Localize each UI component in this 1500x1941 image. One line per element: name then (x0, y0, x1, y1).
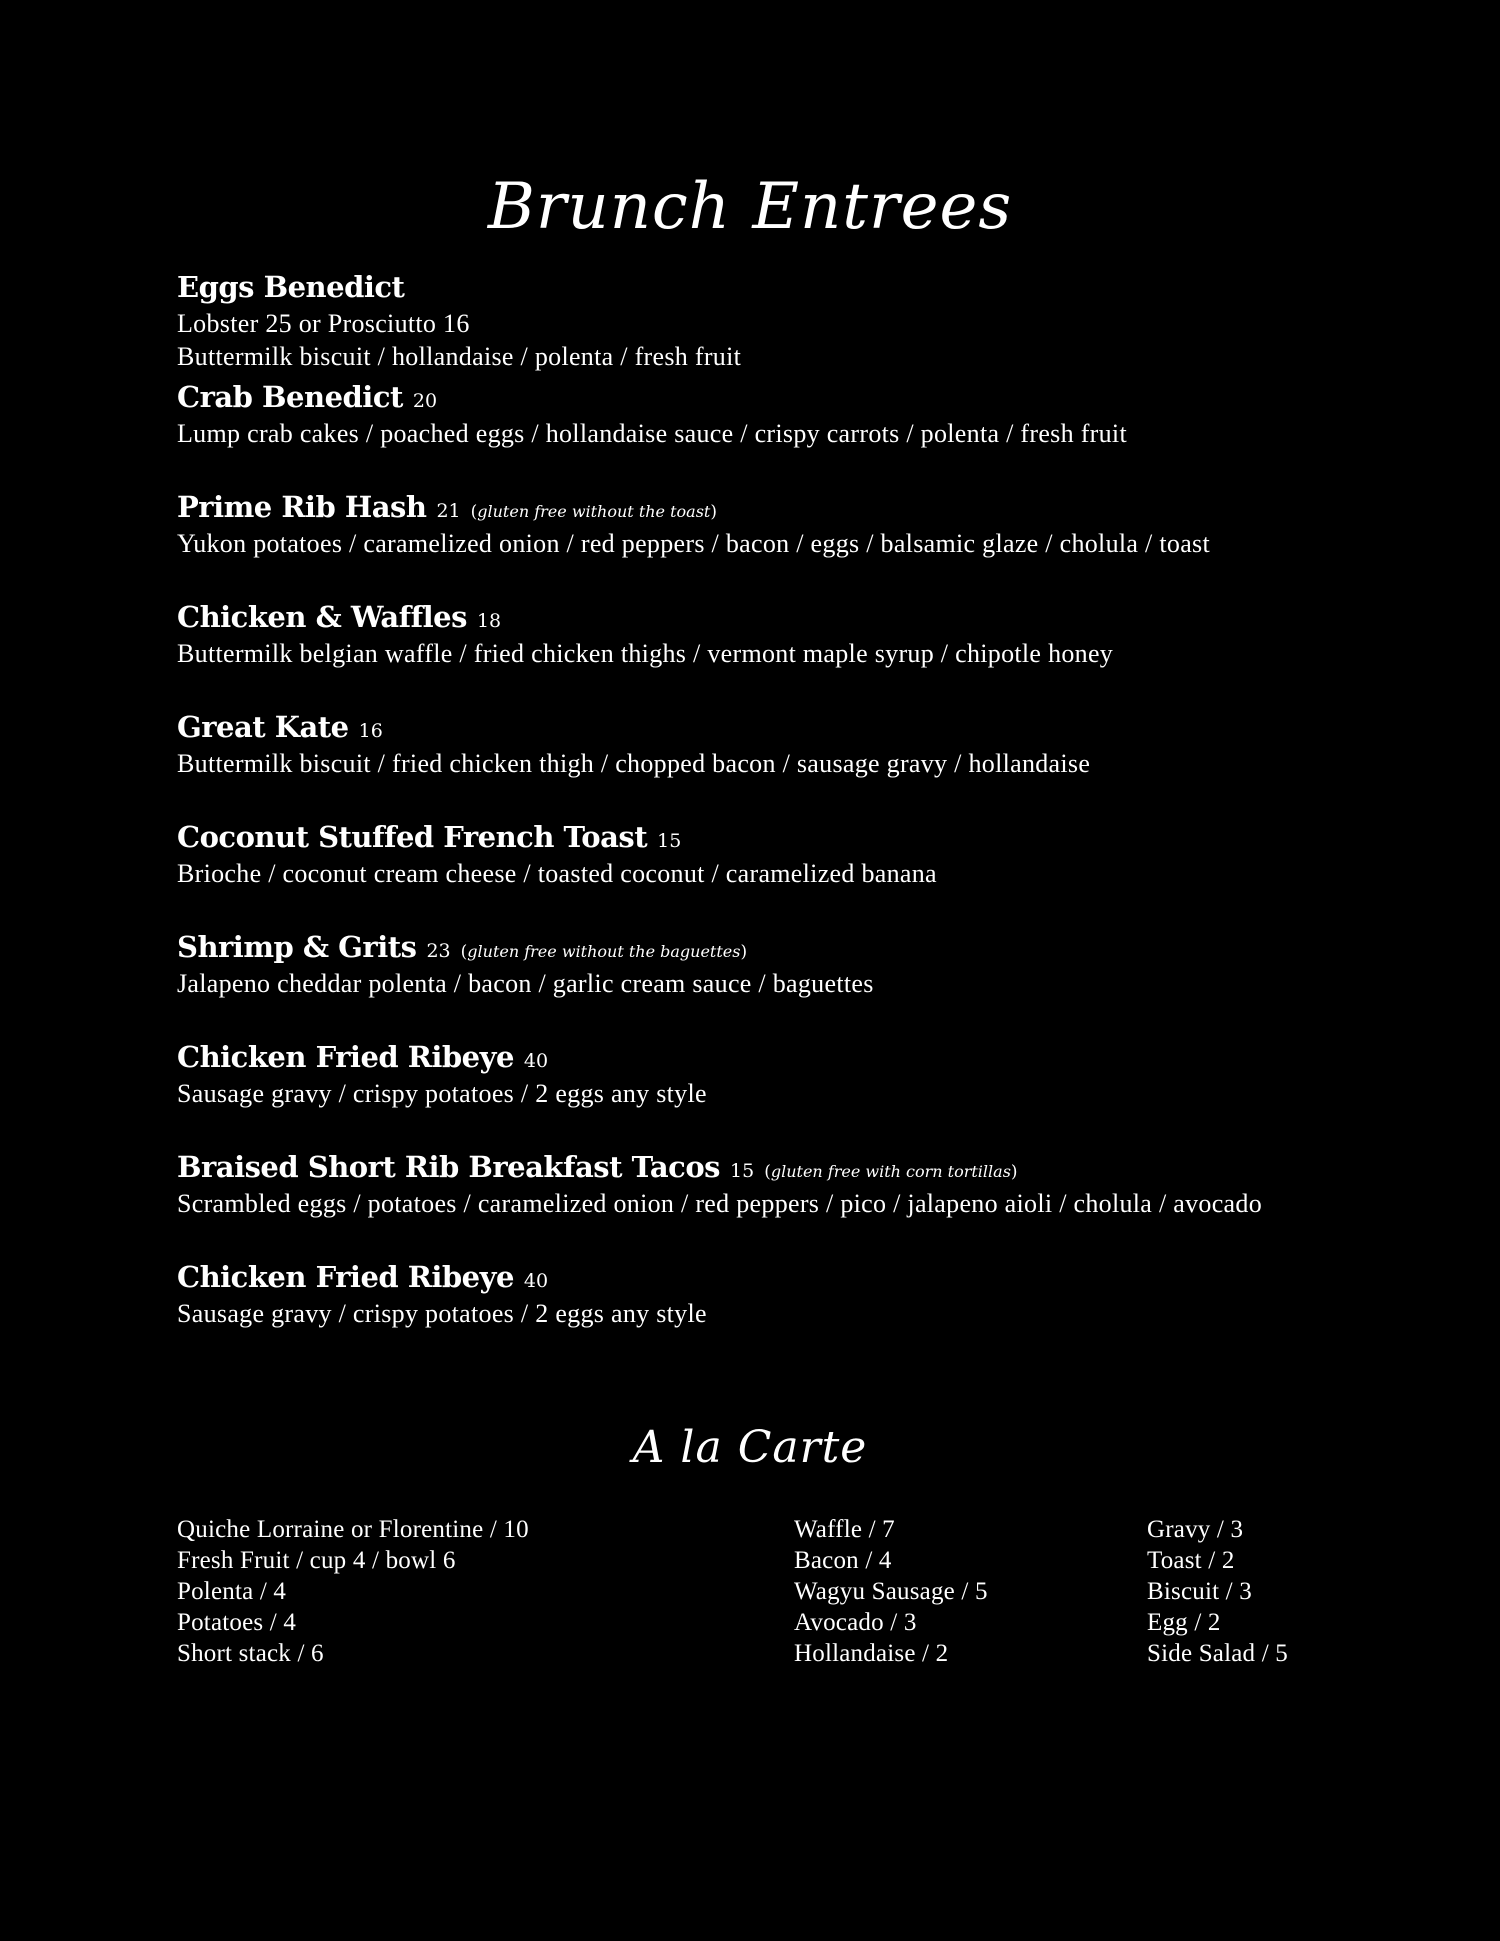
alacarte-item: Short stack / 6 (177, 1640, 324, 1667)
menu-item (177, 1258, 1467, 1368)
alacarte-item: Bacon / 4 (794, 1547, 892, 1574)
alacarte-item: Toast / 2 (1147, 1547, 1235, 1574)
alacarte-column-1 (177, 1514, 529, 1669)
alacarte-column-2 (794, 1514, 988, 1669)
menu-item-header (177, 378, 1467, 417)
menu-item-name: Eggs Benedict (177, 270, 405, 304)
menu-item-price: 15 (657, 830, 682, 852)
menu-item-description: Brioche / coconut cream cheese / toasted coconut / caramelized banana (177, 859, 937, 888)
menu-item-description: Buttermilk belgian waffle / fried chicken thighs / vermont maple syrup / chipotle honey (177, 639, 1114, 668)
menu-item-header (177, 1258, 1467, 1297)
menu-item-description: Lump crab cakes / poached eggs / hollandaise sauce / crispy carrots / polenta / fresh fruit (177, 419, 1127, 448)
alacarte-item: Waffle / 7 (794, 1516, 895, 1543)
menu-item-header (177, 488, 1467, 527)
menu-item-description: Buttermilk biscuit / hollandaise / polenta / fresh fruit (177, 342, 742, 371)
menu-item-description: Scrambled eggs / potatoes / caramelized onion / red peppers / pico / jalapeno aioli / cholula / avocado (177, 1189, 1262, 1218)
menu-item-name: Chicken Fried Ribeye (177, 1040, 514, 1074)
alacarte-item: Egg / 2 (1147, 1609, 1221, 1636)
menu-item-price: 21 (436, 500, 461, 522)
menu-item (177, 268, 1467, 378)
menu-item (177, 928, 1467, 1038)
menu-item (177, 488, 1467, 598)
menu-item-price: 40 (523, 1050, 549, 1072)
menu-item-name: Great Kate (177, 710, 349, 744)
menu-item-description: Lobster 25 or Prosciutto 16 (177, 309, 470, 338)
menu-item-price: 20 (412, 390, 438, 412)
menu-item (177, 1038, 1467, 1148)
menu-item-header (177, 598, 1467, 637)
alacarte-item: Polenta / 4 (177, 1578, 287, 1605)
menu-item-name: Chicken Fried Ribeye (177, 1260, 514, 1294)
menu-item (177, 378, 1467, 488)
menu-item (177, 1148, 1467, 1258)
alacarte-section (0, 1514, 1500, 1674)
alacarte-item: Quiche Lorraine or Florentine / 10 (177, 1516, 529, 1543)
dietary-note-text: gluten free without the baguettes (467, 942, 741, 961)
menu-item-price: 15 (730, 1160, 755, 1182)
menu-item-dietary-note: (gluten free with corn tortillas) (764, 1162, 1018, 1182)
menu-item-header (177, 1038, 1467, 1077)
menu-item-name: Chicken & Waffles (177, 600, 467, 634)
menu-item-header (177, 928, 1467, 967)
menu-item-dietary-note: (gluten free without the toast) (470, 502, 717, 522)
menu-item-price: 18 (476, 610, 502, 632)
alacarte-item: Wagyu Sausage / 5 (794, 1578, 988, 1605)
menu-item (177, 818, 1467, 928)
alacarte-item: Hollandaise / 2 (794, 1640, 949, 1667)
alacarte-column-3 (1147, 1514, 1288, 1669)
alacarte-item: Side Salad / 5 (1147, 1640, 1288, 1667)
menu-item-header (177, 708, 1467, 747)
alacarte-item: Biscuit / 3 (1147, 1578, 1252, 1605)
menu-item (177, 708, 1467, 818)
alacarte-item: Gravy / 3 (1147, 1516, 1244, 1543)
menu-item-price: 16 (358, 720, 383, 742)
menu-item-name: Crab Benedict (177, 380, 403, 414)
alacarte-item: Fresh Fruit / cup 4 / bowl 6 (177, 1547, 456, 1574)
menu-item-description: Buttermilk biscuit / fried chicken thigh / chopped bacon / sausage gravy / hollandaise (177, 749, 1091, 778)
alacarte-item: Avocado / 3 (794, 1609, 917, 1636)
menu-item-header (177, 268, 1467, 307)
menu-item-name: Prime Rib Hash (177, 490, 427, 524)
menu-item-header (177, 818, 1467, 857)
menu-item-dietary-note: (gluten free without the baguettes) (460, 942, 748, 962)
menu-item-description: Jalapeno cheddar polenta / bacon / garlic cream sauce / baguettes (177, 969, 874, 998)
menu-item-name: Coconut Stuffed French Toast (177, 820, 648, 854)
menu-item-price: 23 (426, 940, 451, 962)
alacarte-title: A la Carte (632, 1422, 868, 1473)
dietary-note-text: gluten free with corn tortillas (770, 1162, 1011, 1181)
menu-item-description: Yukon potatoes / caramelized onion / red peppers / bacon / eggs / balsamic glaze / cholula / toast (177, 529, 1210, 558)
entree-list (177, 268, 1467, 1368)
menu-item-price: 40 (523, 1270, 549, 1292)
menu-item-description: Sausage gravy / crispy potatoes / 2 eggs any style (177, 1299, 707, 1328)
menu-item-description: Sausage gravy / crispy potatoes / 2 eggs any style (177, 1079, 707, 1108)
alacarte-item: Potatoes / 4 (177, 1609, 297, 1636)
page-title: Brunch Entrees (487, 170, 1013, 244)
dietary-note-text: gluten free without the toast (477, 502, 711, 521)
menu-item-name: Braised Short Rib Breakfast Tacos (177, 1150, 721, 1184)
menu-item-name: Shrimp & Grits (177, 930, 417, 964)
menu-item (177, 598, 1467, 708)
menu-item-header (177, 1148, 1467, 1187)
